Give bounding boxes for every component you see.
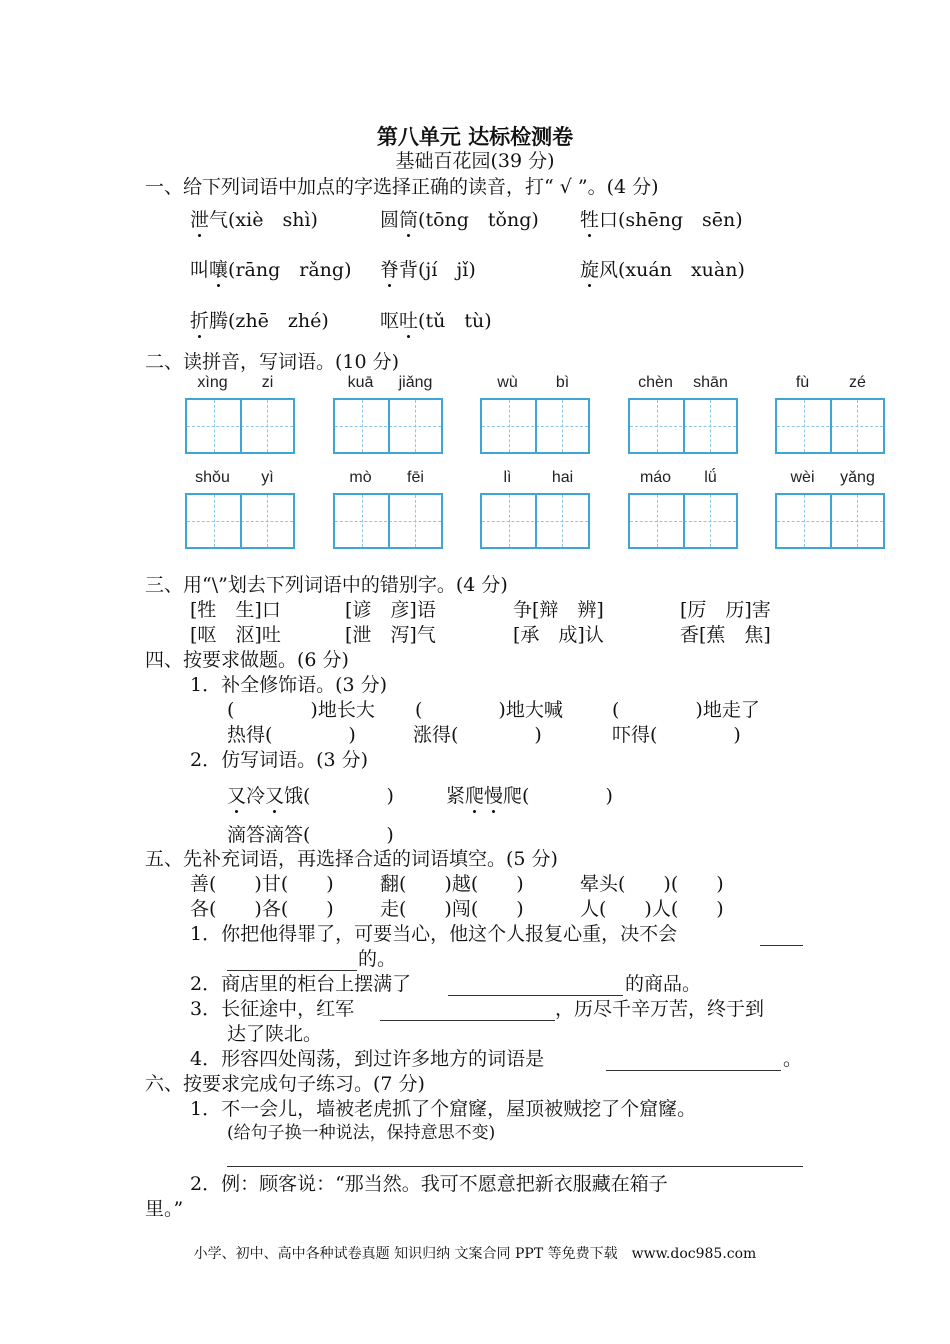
- pinyin-label: wèi: [790, 469, 815, 486]
- q6-sentence-1: 1．不一会儿，墙被老虎抓了个窟窿，屋顶被贼挖了个窟窿。: [190, 1098, 697, 1120]
- dotted-char: 嚷: [209, 259, 229, 281]
- pinyin-label: lǘ: [704, 469, 717, 486]
- q5-sentence-2: 2．商店里的柜台上摆满了: [190, 973, 412, 995]
- pinyin-label: zi: [261, 374, 274, 391]
- pinyin-label: máo: [639, 469, 672, 486]
- writing-box[interactable]: [333, 493, 443, 549]
- q1-item: 呕吐(tǔ tù): [380, 310, 492, 332]
- footer-text: 小学、初中、高中各种试卷真题 知识归纳 文案合同 PPT 等免费下载 www.doc985.com: [193, 1246, 757, 1262]
- pinyin-label: wù: [497, 374, 518, 391]
- writing-box[interactable]: [775, 398, 885, 454]
- q5-sentence-3b: ，历尽千辛万苦，终于到: [555, 998, 765, 1020]
- q5-blank-line-1a: [760, 945, 803, 946]
- pinyin-label: bì: [555, 374, 570, 391]
- q6-sentence-2b: 里。”: [145, 1198, 184, 1220]
- q3-row2-item4: 香[蕉 焦]: [680, 624, 771, 646]
- q3-heading: 三、用“\”划去下列词语中的错别字。(4 分): [145, 574, 508, 596]
- writing-box[interactable]: [775, 493, 885, 549]
- q6-answer-line: [227, 1166, 803, 1167]
- q4-blank-3: ( )地走了: [612, 699, 760, 721]
- q1-item: 叫嚷(rāng rǎng): [190, 259, 352, 281]
- q3-row2-item1: [呕 沤]吐: [190, 624, 281, 646]
- pinyin-label: xìng: [197, 374, 228, 391]
- q3-row1-item2: [谚 彦]语: [345, 599, 436, 621]
- writing-box[interactable]: [628, 398, 738, 454]
- q6-heading: 六、按要求完成句子练习。(7 分): [145, 1073, 425, 1095]
- q1-item: 泄气(xiè shì): [190, 209, 318, 231]
- q5-sentence-3a: 3．长征途中，红军: [190, 998, 355, 1020]
- q5-word-2: 翻( )越( ): [380, 873, 524, 895]
- q4-imitate-2: 紧爬慢爬( ): [446, 785, 613, 807]
- q1-item: 圆筒(tōng tǒng): [380, 209, 539, 231]
- pinyin-label: shǒu: [195, 469, 230, 486]
- dotted-char: 折: [190, 310, 210, 332]
- pinyin-label: jiǎng: [398, 374, 433, 391]
- pinyin-label: zé: [849, 374, 866, 391]
- q4-blank-4: 热得( ): [227, 724, 356, 746]
- pinyin-label: fēi: [407, 469, 424, 486]
- q4-sub1: 1．补全修饰语。(3 分): [190, 674, 388, 696]
- section-subtitle: 基础百花园(39 分): [395, 150, 555, 172]
- q5-sentence-4b: 。: [783, 1048, 803, 1070]
- q5-sentence-2b: 的商品。: [625, 973, 702, 995]
- q5-heading: 五、先补充词语，再选择合适的词语填空。(5 分): [145, 848, 558, 870]
- q4-blank-6: 吓得( ): [612, 724, 741, 746]
- q1-heading: 一、给下列词语中加点的字选择正确的读音，打“ √ ”。(4 分): [145, 176, 659, 198]
- writing-box[interactable]: [480, 493, 590, 549]
- q5-sentence-3c: 达了陕北。: [227, 1023, 323, 1045]
- q4-sub2: 2．仿写词语。(3 分): [190, 749, 369, 771]
- q1-item: 脊背(jí jǐ): [380, 259, 476, 281]
- q1-item: 折腾(zhē zhé): [190, 310, 329, 332]
- dotted-char: 牲: [580, 209, 600, 231]
- pinyin-label: hai: [551, 469, 574, 486]
- q2-heading: 二、读拼音，写词语。(10 分): [145, 351, 400, 373]
- writing-box[interactable]: [628, 493, 738, 549]
- q3-row2-item3: [承 成]认: [513, 624, 604, 646]
- dotted-char: 脊: [380, 259, 400, 281]
- q4-imitate-3: 滴答滴答( ): [227, 824, 394, 846]
- q5-word-3: 晕头( )( ): [580, 873, 724, 895]
- pinyin-label: yǎng: [840, 469, 875, 486]
- page-title: 第八单元 达标检测卷: [376, 124, 574, 149]
- q4-blank-1: ( )地长大: [227, 699, 375, 721]
- pinyin-label: mò: [349, 469, 372, 486]
- dotted-char: 泄: [190, 209, 210, 231]
- q3-row1-item3: 争[辩 辨]: [513, 599, 604, 621]
- dotted-char: 吐: [399, 310, 419, 332]
- q5-blank-line-4: [606, 1070, 781, 1071]
- q5-sentence-4: 4．形容四处闯荡，到过许多地方的词语是: [190, 1048, 545, 1070]
- q5-word-6: 人( )人( ): [580, 898, 724, 920]
- pinyin-label: fù: [795, 374, 810, 391]
- q1-item: 牲口(shēng sēn): [580, 209, 743, 231]
- q5-word-5: 走( )闯( ): [380, 898, 524, 920]
- writing-box[interactable]: [185, 398, 295, 454]
- q6-sentence-2a: 2．例：顾客说：“那当然。我可不愿意把新衣服藏在箱子: [190, 1173, 668, 1195]
- writing-box[interactable]: [333, 398, 443, 454]
- q1-item: 旋风(xuán xuàn): [580, 259, 745, 281]
- pinyin-label: lì: [503, 469, 512, 486]
- q5-sentence-1b: 的。: [358, 948, 397, 970]
- q5-blank-line-3: [380, 1020, 555, 1021]
- q4-imitate-1: 又冷又饿( ): [227, 785, 394, 807]
- dotted-char: 旋: [580, 259, 600, 281]
- pinyin-label: yì: [261, 469, 274, 486]
- q6-instruction: (给句子换一种说法，保持意思不变): [227, 1123, 496, 1143]
- q3-row1-item4: [厉 历]害: [680, 599, 771, 621]
- writing-box[interactable]: [185, 493, 295, 549]
- dotted-char: 筒: [399, 209, 419, 231]
- q5-word-4: 各( )各( ): [190, 898, 334, 920]
- pinyin-label: chèn: [638, 374, 673, 391]
- q5-sentence-1a: 1．你把他得罪了，可要当心，他这个人报复心重，决不会: [190, 923, 678, 945]
- pinyin-label: shān: [693, 374, 728, 391]
- q5-word-1: 善( )甘( ): [190, 873, 334, 895]
- q3-row1-item1: [牲 生]口: [190, 599, 281, 621]
- q4-blank-5: 涨得( ): [413, 724, 542, 746]
- q5-blank-line-1b: [227, 970, 357, 971]
- q3-row2-item2: [泄 泻]气: [345, 624, 436, 646]
- q4-blank-2: ( )地大喊: [415, 699, 563, 721]
- pinyin-label: kuā: [347, 374, 374, 391]
- writing-box[interactable]: [480, 398, 590, 454]
- q4-heading: 四、按要求做题。(6 分): [145, 649, 349, 671]
- q5-blank-line-2: [448, 995, 623, 996]
